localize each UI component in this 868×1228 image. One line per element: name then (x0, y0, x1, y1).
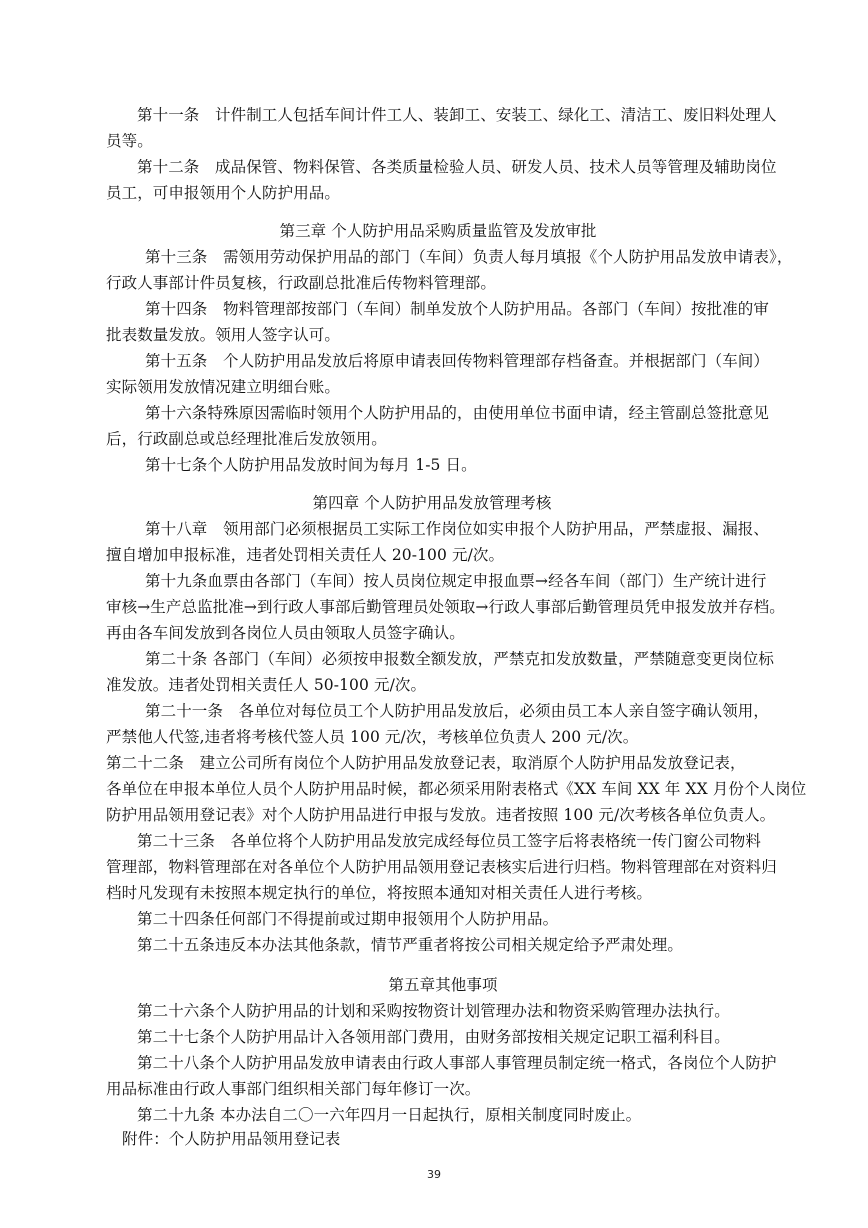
article-17-line-1: 第十七条个人防护用品发放时间为每月 1-5 日。 (145, 456, 477, 474)
article-28-line-2: 用品标准由行政人事部门组织相关部门每年修订一次。 (106, 1080, 481, 1098)
article-15-line-2: 实际领用发放情况建立明细台账。 (106, 378, 341, 396)
article-12-line-1: 第十二条 成品保管、物料保管、各类质量检验人员、研发人员、技术人员等管理及辅助岗位 (137, 158, 777, 176)
article-28-line-1: 第二十八条个人防护用品发放申请表由行政人事部人事管理员制定统一格式，各岗位个人防护 (137, 1054, 777, 1072)
article-25-line-1: 第二十五条违反本办法其他条款，情节严重者将按公司相关规定给予严肃处理。 (137, 936, 684, 954)
article-27-line-1: 第二十七条个人防护用品计入各领用部门费用，由财务部按相关规定记职工福利科目。 (137, 1028, 730, 1046)
article-21-line-1: 第二十一条 各单位对每位员工个人防护用品发放后，必须由员工本人亲自签字确认领用， (145, 702, 770, 720)
article-16-line-1: 第十六条特殊原因需临时领用个人防护用品的，由使用单位书面申请，经主管副总签批意见 (145, 404, 770, 422)
article-22-line-2: 各单位在申报本单位人员个人防护用品时候，都必须采用附表格式《XX 车间 XX 年 XX 月份个人岗位 (106, 780, 807, 798)
article-29-line-1: 第二十九条 本办法自二〇一六年四月一日起执行，原相关制度同时废止。 (137, 1106, 642, 1124)
article-12-line-2: 员工，可申报领用个人防护用品。 (106, 184, 341, 202)
article-22-line-3: 防护用品领用登记表》对个人防护用品进行申报与发放。违者按照 100 元/次考核各单位负责人。 (106, 806, 776, 824)
article-11-line-1: 第十一条 计件制工人包括车间计件工人、装卸工、安装工、绿化工、清洁工、废旧料处理人 (137, 106, 777, 124)
chapter-4-heading: 第四章 个人防护用品发放管理考核 (312, 494, 552, 512)
article-14-line-1: 第十四条 物料管理部按部门（车间）制单发放个人防护用品。各部门（车间）按批准的审 (145, 300, 770, 318)
article-23-line-3: 档时凡发现有未按照本规定执行的单位，将按照本通知对相关责任人进行考核。 (106, 884, 653, 902)
chapter-3-heading: 第三章 个人防护用品采购质量监管及发放审批 (279, 222, 597, 240)
article-19-line-3: 再由各车间发放到各岗位人员由领取人员签字确认。 (106, 624, 465, 642)
chapter-5-heading: 第五章其他事项 (388, 976, 498, 994)
article-26-line-1: 第二十六条个人防护用品的计划和采购按物资计划管理办法和物资采购管理办法执行。 (137, 1002, 730, 1020)
article-18-line-1: 第十八章 领用部门必须根据员工实际工作岗位如实申报个人防护用品，严禁虚报、漏报、 (145, 520, 770, 538)
article-11-line-2: 员等。 (106, 132, 153, 150)
page-number: 39 (427, 1168, 441, 1181)
article-24-line-1: 第二十四条任何部门不得提前或过期申报领用个人防护用品。 (137, 910, 559, 928)
article-21-line-2: 严禁他人代签,违者将考核代签人员 100 元/次，考核单位负责人 200 元/次。 (106, 728, 639, 746)
article-19-line-1: 第十九条血票由各部门（车间）按人员岗位规定申报血票→经各车间（部门）生产统计进行 (145, 572, 767, 590)
article-13-line-1: 第十三条 需领用劳动保护用品的部门（车间）负责人每月填报《个人防护用品发放申请表》， (145, 248, 793, 266)
article-19-line-2: 审核→生产总监批准→到行政人事部后勤管理员处领取→行政人事部后勤管理员凭申报发放并存档。 (106, 598, 785, 616)
article-23-line-1: 第二十三条 各单位将个人防护用品发放完成经每位员工签字后将表格统一传门窗公司物料 (137, 832, 762, 850)
article-14-line-2: 批表数量发放。领用人签字认可。 (106, 326, 341, 344)
article-23-line-2: 管理部，物料管理部在对各单位个人防护用品领用登记表核实后进行归档。物料管理部在对资料归 (106, 858, 777, 876)
article-20-line-2: 准发放。违者处罚相关责任人 50-100 元/次。 (106, 676, 427, 694)
article-20-line-1: 第二十条 各部门（车间）必须按申报数全额发放，严禁克扣发放数量，严禁随意变更岗位标 (145, 650, 775, 668)
article-13-line-2: 行政人事部计件员复核，行政副总批准后传物料管理部。 (106, 274, 497, 292)
article-18-line-2: 擅自增加申报标准，违者处罚相关责任人 20-100 元/次。 (106, 546, 505, 564)
article-22-line-1: 第二十二条 建立公司所有岗位个人防护用品发放登记表，取消原个人防护用品发放登记表， (106, 754, 746, 772)
article-16-line-2: 后，行政副总或总经理批准后发放领用。 (106, 430, 387, 448)
article-15-line-1: 第十五条 个人防护用品发放后将原申请表回传物料管理部存档备查。并根据部门（车间） (145, 352, 770, 370)
attachment-line: 附件：个人防护用品领用登记表 (122, 1130, 341, 1148)
